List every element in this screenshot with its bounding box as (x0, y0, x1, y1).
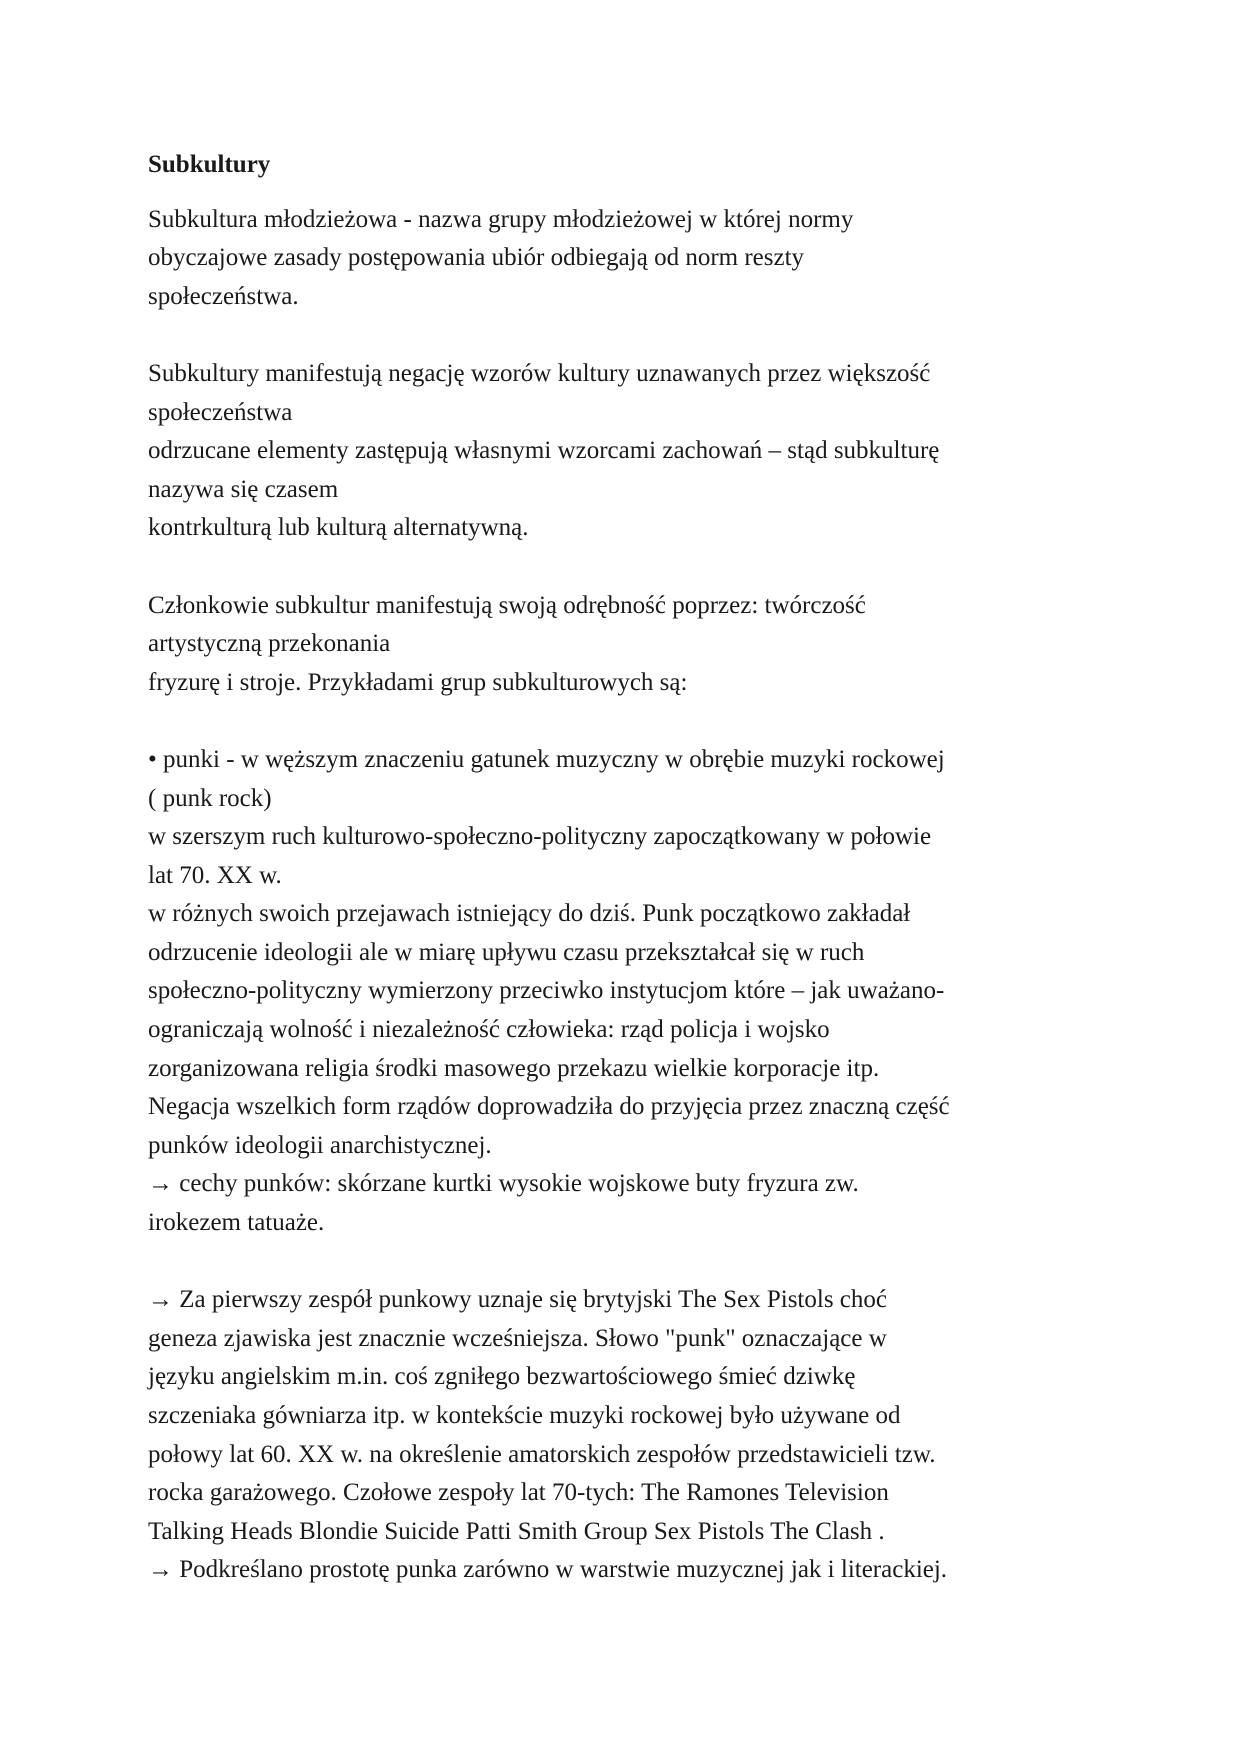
text-line: odrzucenie ideologii ale w miarę upływu czasu przekształcał się w ruch (148, 938, 865, 966)
text-line: ( punk rock) (148, 784, 272, 812)
text-line: zorganizowana religia środki masowego przekazu wielkie korporacje itp. (148, 1054, 880, 1082)
text-line: Subkultury manifestują negację wzorów kultury uznawanych przez większość (148, 359, 931, 387)
paragraph (148, 1281, 1088, 1590)
text-line: rocka garażowego. Czołowe zespoły lat 70-tych: The Ramones Television (148, 1479, 889, 1507)
text-line: Subkultura młodzieżowa - nazwa grupy młodzieżowej w której normy (148, 205, 854, 233)
text-line: → Za pierwszy zespół punkowy uznaje się brytyjski The Sex Pistols choć (148, 1286, 887, 1314)
text-line: nazywa się czasem (148, 475, 339, 503)
document-title: Subkultury (148, 151, 271, 178)
text-line: • punki - w węższym znaczeniu gatunek muzyczny w obrębie muzyki rockowej (148, 745, 945, 773)
text-line: Talking Heads Blondie Suicide Patti Smith Group Sex Pistols The Clash . (148, 1517, 885, 1545)
text-line: fryzurę i stroje. Przykładami grup subkulturowych są: (148, 668, 688, 696)
text-line: irokezem tatuaże. (148, 1209, 325, 1237)
paragraph (148, 587, 1088, 703)
text-line: społeczeństwa. (148, 282, 299, 310)
paragraph (148, 741, 1088, 1243)
text-line: w różnych swoich przejawach istniejący do dziś. Punk początkowo zakładał (148, 900, 911, 928)
text-line: Negacja wszelkich form rządów doprowadziła do przyjęcia przez znaczną część (148, 1093, 950, 1121)
text-line: punków ideologii anarchistycznej. (148, 1131, 492, 1159)
paragraph-gap (148, 316, 1088, 355)
paragraph-gap (148, 702, 1088, 741)
text-line: odrzucane elementy zastępują własnymi wzorcami zachowań – stąd subkulturę (148, 437, 940, 465)
text-line: artystyczną przekonania (148, 630, 391, 658)
paragraph-gap (148, 1243, 1088, 1282)
text-line: lat 70. XX w. (148, 861, 282, 889)
text-line: ograniczają wolność i niezależność człowieka: rząd policja i wojsko (148, 1016, 830, 1044)
paragraph-list (148, 201, 1088, 1590)
paragraph (148, 355, 1088, 548)
text-line: obyczajowe zasady postępowania ubiór odbiegają od norm reszty (148, 244, 805, 272)
text-line: → Podkreślano prostotę punka zarówno w warstwie muzycznej jak i literackiej. (148, 1556, 948, 1584)
text-line: szczeniaka gówniarza itp. w kontekście muzyki rockowej było używane od (148, 1402, 901, 1429)
document-body (148, 146, 1088, 1590)
paragraph-gap (148, 548, 1088, 587)
text-line: → cechy punków: skórzane kurtki wysokie wojskowe buty fryzura zw. (148, 1170, 859, 1198)
text-line: połowy lat 60. XX w. na określenie amatorskich zespołów przedstawicieli tzw. (148, 1440, 936, 1468)
text-line: społeczno-polityczny wymierzony przeciwko instytucjom które – jak uważano- (148, 977, 945, 1005)
paragraph (148, 201, 1088, 317)
text-line: społeczeństwa (148, 398, 293, 426)
text-line: w szerszym ruch kulturowo-społeczno-polityczny zapoczątkowany w połowie (148, 823, 932, 851)
text-line: kontrkulturą lub kulturą alternatywną. (148, 514, 529, 542)
text-line: języku angielskim m.in. coś zgniłego bezwartościowego śmieć dziwkę (148, 1363, 856, 1391)
text-line: Członkowie subkultur manifestują swoją odrębność poprzez: twórczość (148, 591, 866, 619)
text-line: geneza zjawiska jest znacznie wcześniejsza. Słowo "punk" oznaczające w (148, 1324, 887, 1352)
